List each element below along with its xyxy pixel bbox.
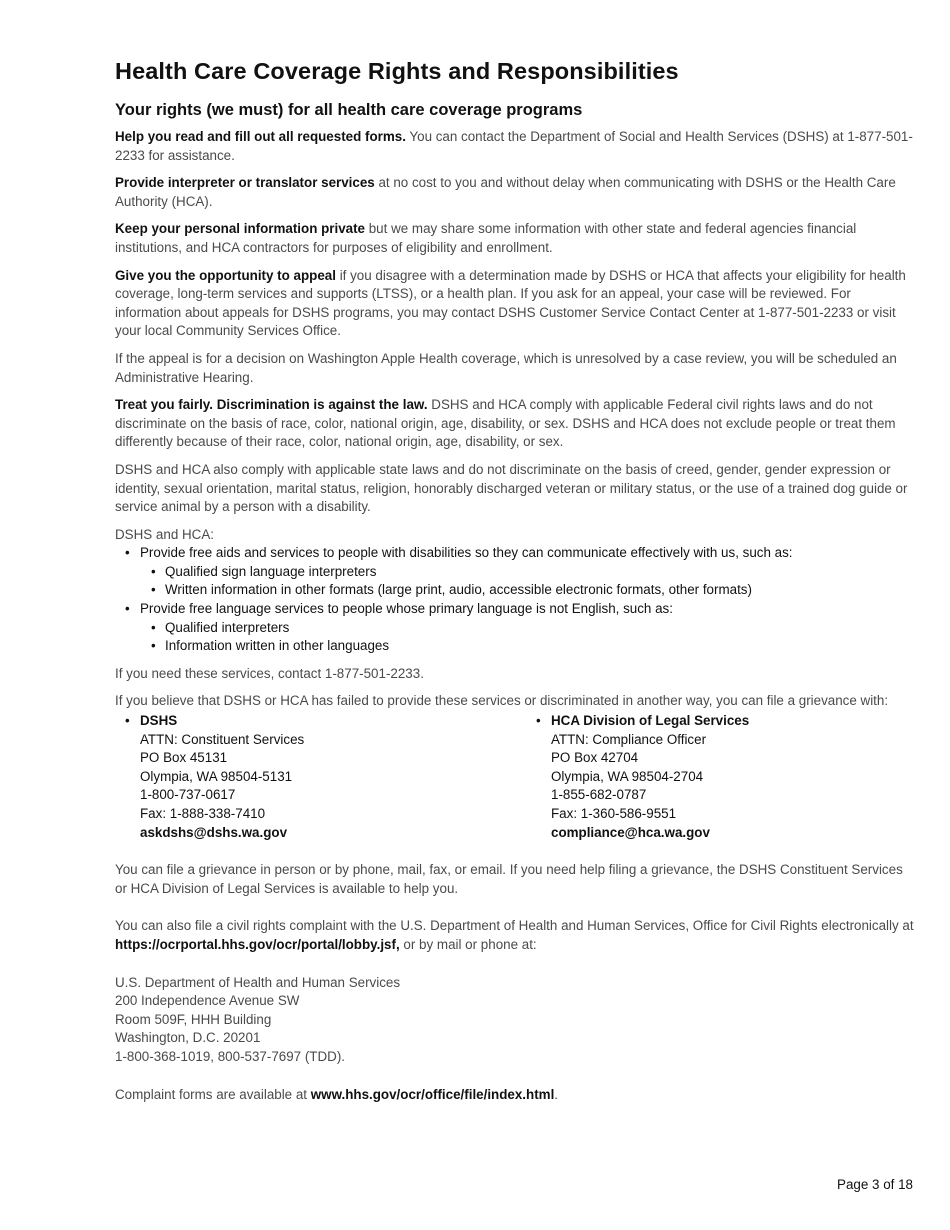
- contact-fax: Fax: 1-888-338-7410: [140, 806, 266, 821]
- civil-rights-text: You can also file a civil rights complaint with the U.S. Department of Health and Human Services, Office for Civil Rights electronically at: [115, 918, 914, 934]
- civil-rights-paragraph: [115, 917, 915, 954]
- complaint-forms-paragraph: [115, 1086, 915, 1105]
- contact-attn: ATTN: Compliance Officer: [551, 731, 707, 747]
- contact-name: • DSHS: [140, 713, 178, 729]
- language-services-text: Provide free language services to people whose primary language is not English, such as:: [140, 601, 673, 617]
- contact-phone: 1-855-682-0787: [551, 787, 647, 803]
- contact-email-link[interactable]: askdshs@dshs.wa.gov: [140, 824, 288, 840]
- right-lead: Give you the opportunity to appeal: [115, 267, 336, 283]
- list-item: • Qualified interpreters: [140, 619, 915, 638]
- address-line: 1-800-368-1019, 800-537-7697 (TDD).: [115, 1048, 346, 1064]
- dshs-contact: [115, 712, 526, 842]
- address-line: Room 509F, HHH Building: [115, 1011, 272, 1027]
- contact-phone: 1-800-737-0617: [140, 787, 236, 803]
- language-sublist: [140, 619, 915, 656]
- contact-po-box: PO Box 42704: [551, 750, 639, 766]
- contact-email-link[interactable]: compliance@hca.wa.gov: [551, 824, 710, 840]
- grievance-contacts: [115, 712, 915, 842]
- right-lead: Provide interpreter or translator services: [115, 175, 375, 191]
- right-interpreter: [115, 174, 915, 211]
- list-item: • Written information in other formats (large print, audio, accessible electronic formats, other formats): [140, 581, 915, 600]
- page-title: Health Care Coverage Rights and Responsibilities: [115, 58, 679, 84]
- contact-city: Olympia, WA 98504-5131: [140, 768, 293, 784]
- right-lead: Help you read and fill out all requested forms.: [115, 129, 406, 144]
- state-laws-paragraph: DSHS and HCA also comply with applicable state laws and do not discriminate on the basis of creed, gender, gender expression or identity, sexual orientation, marital status, religion, honorably discharged veteran or military status, or the use of a trained dog guide or service animal by a person with a disability.: [115, 461, 908, 515]
- document-page: [115, 58, 915, 1104]
- aids-services-text: Provide free aids and services to people with disabilities so they can communicate effectively with us, such as:: [140, 545, 793, 561]
- list-item: [115, 544, 915, 600]
- right-appeal: [115, 267, 915, 341]
- grievance-intro: If you believe that DSHS or HCA has failed to provide these services or discriminated in another way, you can file a grievance with:: [115, 693, 889, 709]
- hhs-address: [115, 974, 915, 1067]
- complaint-forms-text: Complaint forms are available at: [115, 1086, 311, 1102]
- appeal-note: If the appeal is for a decision on Washington Apple Health coverage, which is unresolved by a case review, you will be scheduled an Administrative Hearing.: [115, 350, 897, 385]
- ocr-portal-link[interactable]: https://ocrportal.hhs.gov/ocr/portal/lobby.jsf,: [115, 936, 400, 952]
- address-line: Washington, D.C. 20201: [115, 1030, 261, 1046]
- right-text: at no cost to you and without delay when communicating with DSHS or the Health Care Authority (HCA).: [115, 175, 896, 209]
- hca-contact: [526, 712, 749, 842]
- address-line: U.S. Department of Health and Human Services: [115, 974, 401, 990]
- right-privacy: [115, 220, 915, 257]
- contact-city: Olympia, WA 98504-2704: [551, 768, 704, 784]
- civil-rights-text-end: or by mail or phone at:: [399, 936, 537, 952]
- right-text: but we may share some information with other state and federal agencies financial institutions, and HCA contractors for purposes of eligibility and enrollment.: [115, 221, 857, 255]
- right-text: You can contact the Department of Social and Health Services (DSHS) at 1-877-501-2233 for assistance.: [115, 129, 913, 163]
- list-item: [115, 600, 915, 656]
- contact-fax: Fax: 1-360-586-9551: [551, 806, 677, 821]
- right-lead: Treat you fairly. Discrimination is against the law.: [115, 397, 428, 413]
- contact-name: • HCA Division of Legal Services: [551, 713, 750, 729]
- complaint-forms-end: .: [554, 1086, 559, 1102]
- grievance-methods: You can file a grievance in person or by phone, mail, fax, or email. If you need help filing a grievance, the DSHS Constituent Services or HCA Division of Legal Services is available to help you.: [115, 862, 903, 896]
- contact-services: If you need these services, contact 1-877-501-2233.: [115, 665, 424, 681]
- right-fair-treatment: [115, 396, 915, 452]
- section-heading: Your rights (we must) for all health care coverage programs: [115, 101, 583, 119]
- page-number: Page 3 of 18: [837, 1177, 913, 1192]
- right-text: if you disagree with a determination made by DSHS or HCA that affects your eligibility for health coverage, long-term services and supports (LTSS), or a health plan. If you ask for an appeal, your case will be reviewed. For information about appeals for DSHS programs, you may contact DSHS Customer Service Contact Center at 1-877-501-2233 or visit your local Community Services Office.: [115, 267, 906, 339]
- aids-sublist: [140, 563, 915, 600]
- contact-attn: ATTN: Constituent Services: [140, 731, 305, 747]
- list-item: • Information written in other languages: [140, 637, 915, 656]
- address-line: 200 Independence Avenue SW: [115, 993, 300, 1009]
- right-text: DSHS and HCA comply with applicable Federal civil rights laws and do not discriminate on the basis of race, color, national origin, age, disability, or sex. DSHS and HCA does not exclude people or treat them differently because of their race, color, national origin, age, disability, or sex.: [115, 397, 896, 450]
- right-forms: [115, 128, 915, 165]
- dshs-hca-label: DSHS and HCA:: [115, 526, 214, 542]
- list-item: • Qualified sign language interpreters: [140, 563, 915, 582]
- services-list: [115, 544, 915, 656]
- right-lead: Keep your personal information private: [115, 221, 366, 237]
- complaint-forms-link[interactable]: www.hhs.gov/ocr/office/file/index.html: [310, 1086, 555, 1102]
- contact-po-box: PO Box 45131: [140, 750, 228, 766]
